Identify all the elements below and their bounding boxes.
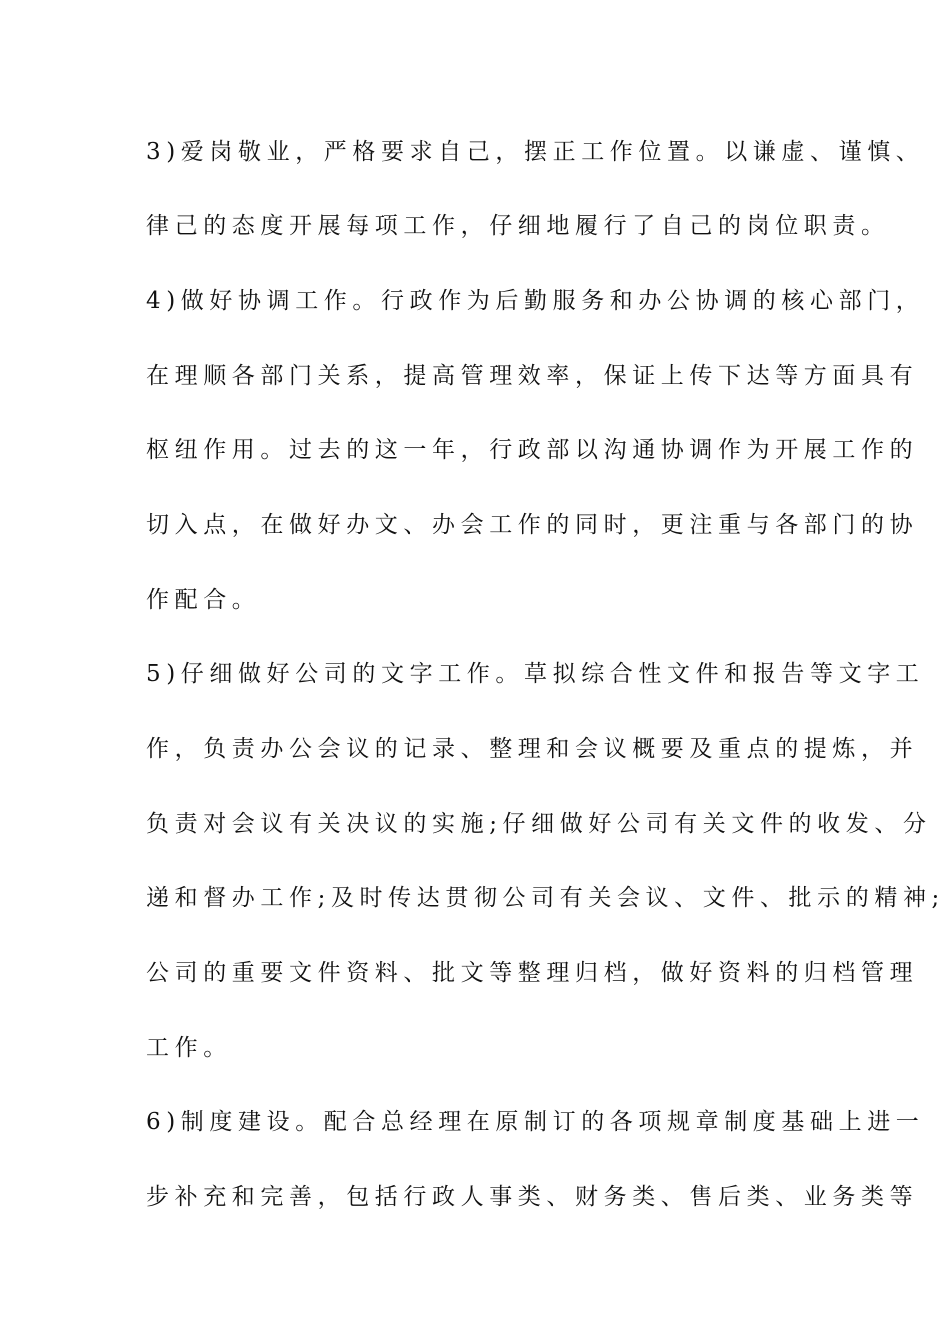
text-line: 5)仔细做好公司的文字工作。草拟综合性文件和报告等文字工 bbox=[146, 661, 925, 687]
text-line: 律己的态度开展每项工作，仔细地履行了自己的岗位职责。 bbox=[146, 213, 890, 239]
text-line: 作，负责办公会议的记录、整理和会议概要及重点的提炼，并 bbox=[146, 736, 919, 762]
text-line: 递和督办工作;及时传达贯彻公司有关会议、文件、批示的精神; bbox=[146, 885, 945, 911]
text-line: 步补充和完善，包括行政人事类、财务类、售后类、业务类等 bbox=[146, 1184, 919, 1210]
text-line: 6)制度建设。配合总经理在原制订的各项规章制度基础上进一 bbox=[146, 1109, 925, 1135]
text-line: 作配合。 bbox=[146, 587, 261, 613]
text-line: 公司的重要文件资料、批文等整理归档，做好资料的归档管理 bbox=[146, 960, 919, 986]
text-line: 负责对会议有关决议的实施;仔细做好公司有关文件的收发、分 bbox=[146, 811, 932, 837]
text-line: 3)爱岗敬业，严格要求自己，摆正工作位置。以谦虚、谨慎、 bbox=[146, 139, 925, 165]
text-line: 在理顺各部门关系，提高管理效率，保证上传下达等方面具有 bbox=[146, 363, 919, 389]
text-line: 枢纽作用。过去的这一年，行政部以沟通协调作为开展工作的 bbox=[146, 437, 919, 463]
text-line: 工作。 bbox=[146, 1035, 232, 1061]
text-line: 切入点，在做好办文、办会工作的同时，更注重与各部门的协 bbox=[146, 512, 919, 538]
text-line: 4)做好协调工作。行政作为后勤服务和办公协调的核心部门， bbox=[146, 288, 925, 314]
